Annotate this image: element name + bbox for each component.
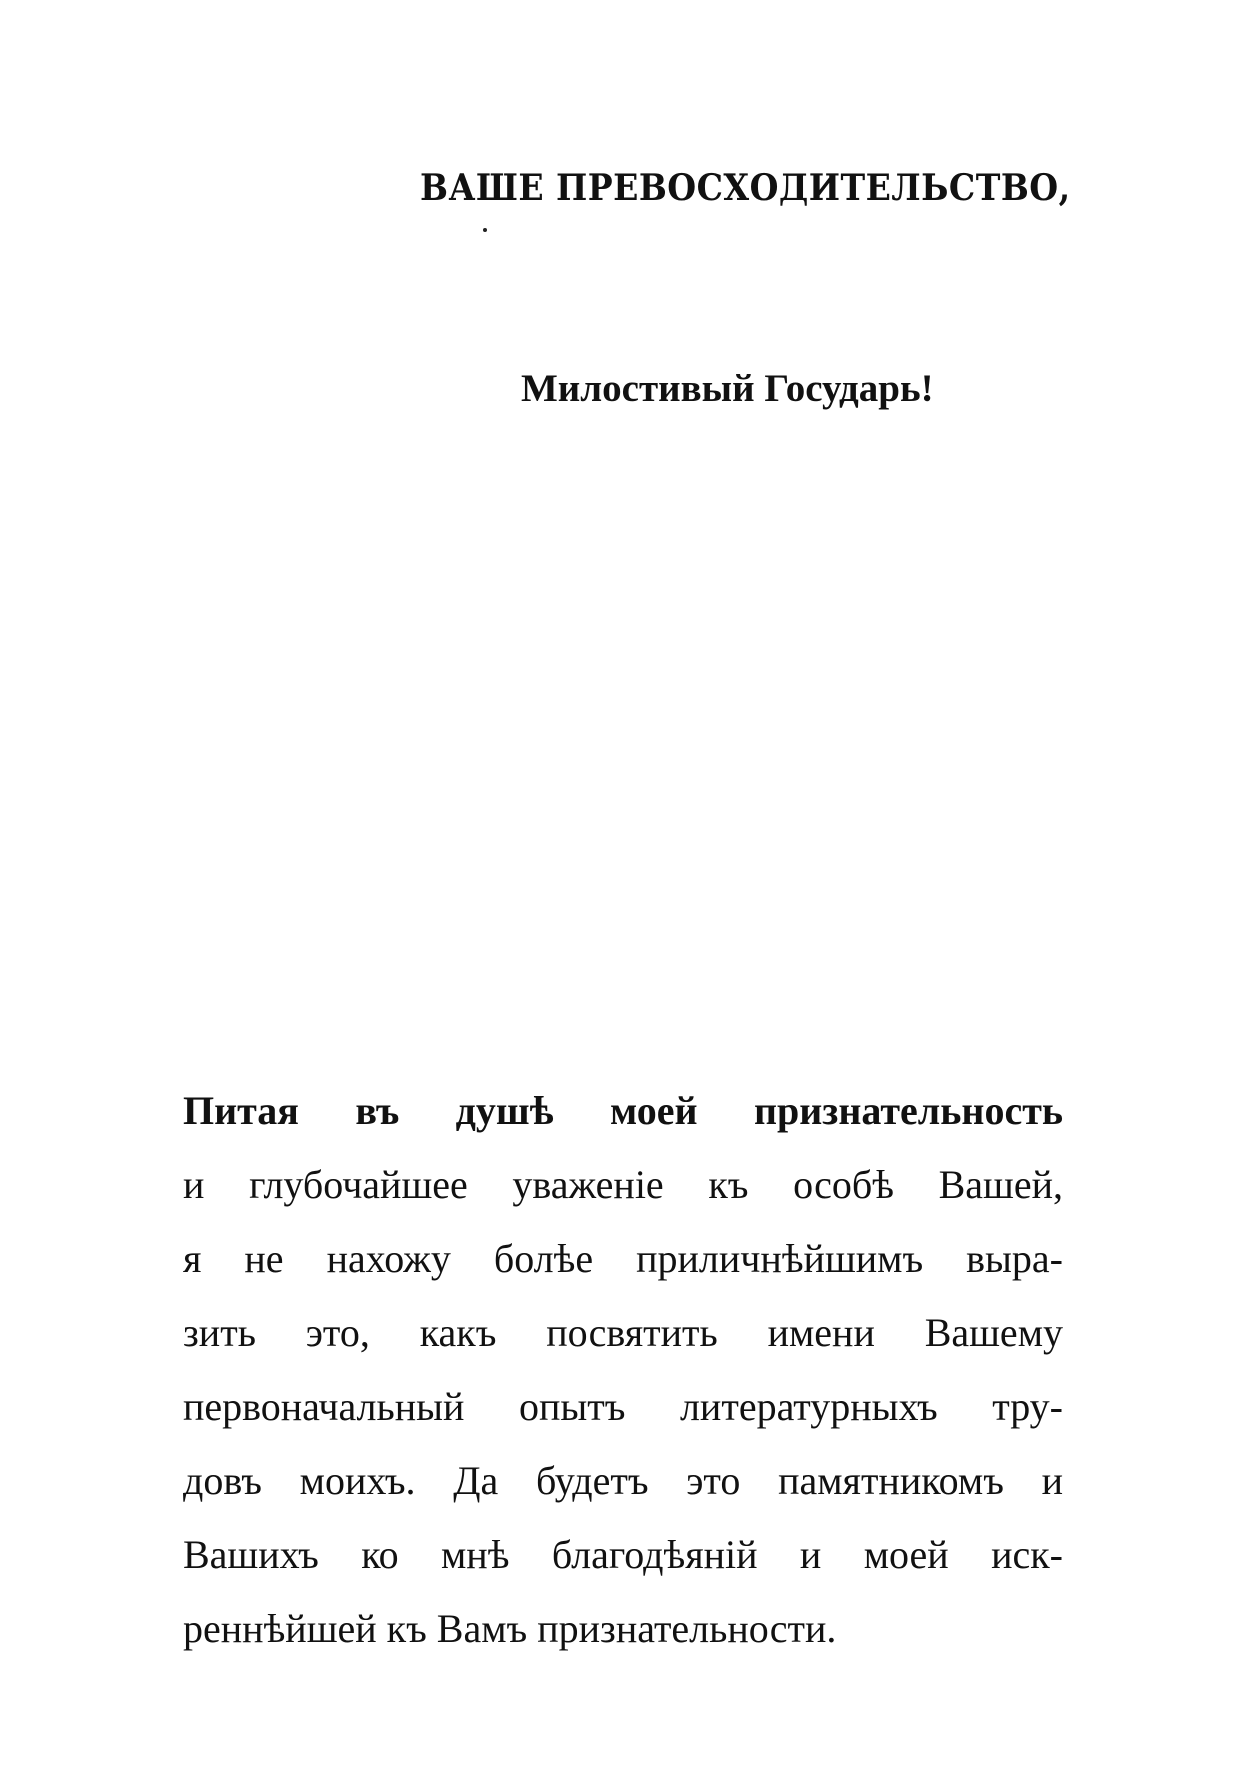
dedication-line: довъ моихъ. Да будетъ это памятникомъ и [183, 1458, 1063, 1503]
dedication-line: Питая въ душѣ моей признательность [183, 1088, 1063, 1133]
print-speck [483, 228, 487, 232]
dedication-line: Вашихъ ко мнѣ благодѣяній и моей иск- [183, 1532, 1063, 1577]
dedication-line: реннѣйшей къ Вамъ признательности. [183, 1606, 837, 1651]
salutation-title: ВАШЕ ПРЕВОСХОДИТЕЛЬСТВО, [420, 167, 1071, 209]
dedication-line: я не нахожу болѣе приличнѣйшимъ выра- [183, 1236, 1063, 1281]
dedication-line: зить это, какъ посвятить имени Вашему [183, 1310, 1063, 1355]
address-line: Милостивый Государь! [521, 367, 934, 410]
dedication-line: первоначальный опытъ литературныхъ тру- [183, 1384, 1063, 1429]
dedication-paragraph [183, 1074, 1063, 1666]
dedication-line: и глубочайшее уваженіе къ особѣ Вашей, [183, 1162, 1063, 1207]
